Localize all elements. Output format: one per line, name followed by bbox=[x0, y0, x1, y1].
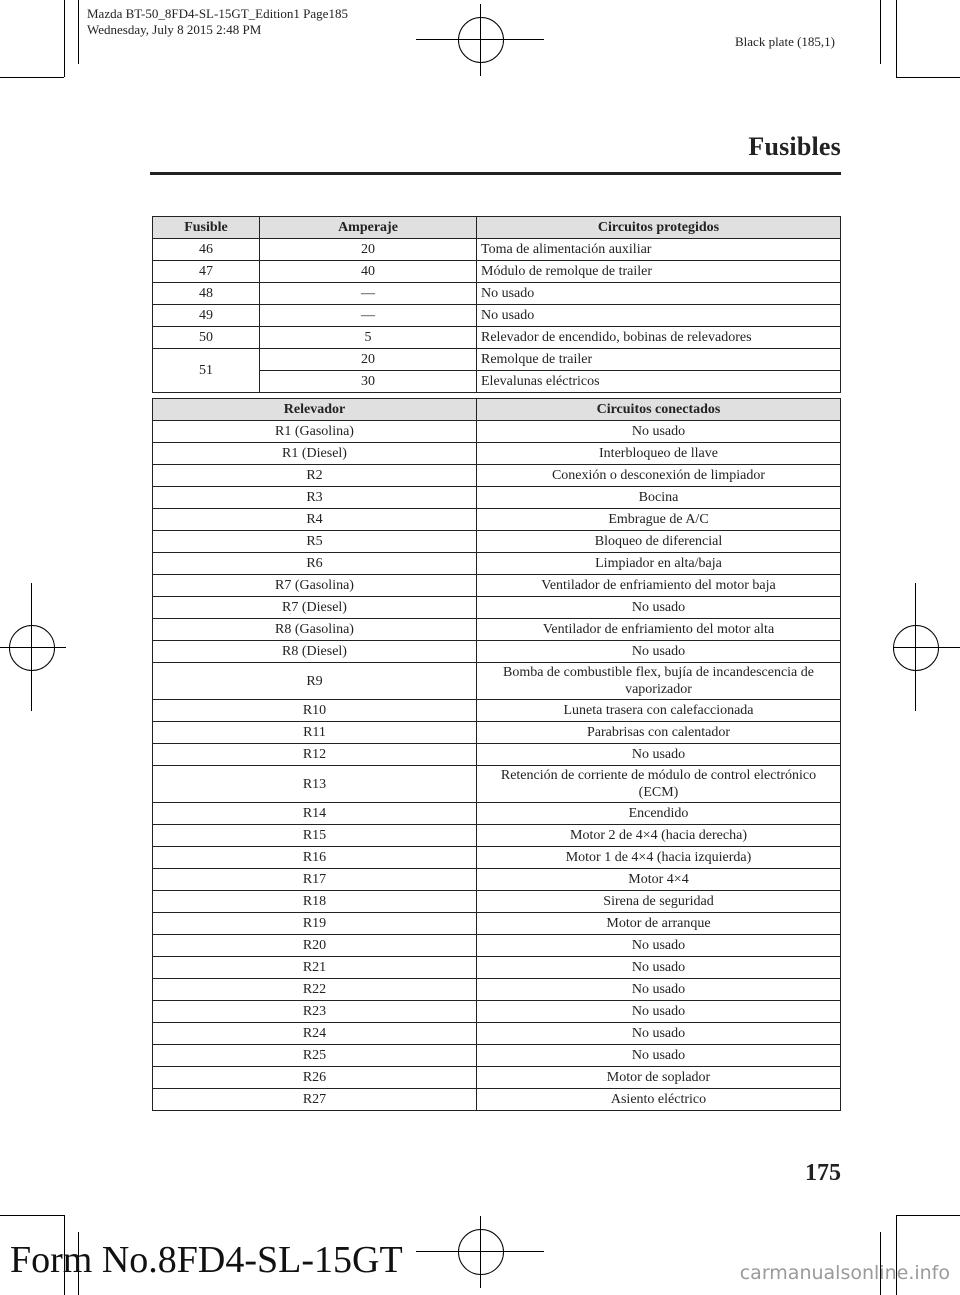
table-row bbox=[153, 239, 841, 261]
relay-table-header bbox=[153, 399, 841, 421]
table-row bbox=[153, 283, 841, 305]
table-row bbox=[153, 575, 841, 597]
table-row bbox=[153, 913, 841, 935]
table-row bbox=[153, 619, 841, 641]
table-row bbox=[153, 700, 841, 722]
fuse-amperage: 20 bbox=[260, 239, 477, 261]
relay-id: R6 bbox=[153, 553, 477, 575]
table-row bbox=[153, 869, 841, 891]
relay-id: R22 bbox=[153, 979, 477, 1001]
header-amperage: Amperaje bbox=[260, 217, 477, 239]
table-row bbox=[153, 957, 841, 979]
fuse-amperage: ― bbox=[260, 305, 477, 327]
fuse-circuit: No usado bbox=[477, 283, 841, 305]
relay-table-body bbox=[153, 421, 841, 1111]
crop-mark-top-right-v bbox=[896, 0, 897, 77]
page-number: 175 bbox=[805, 1160, 841, 1186]
header-protected-circuits: Circuitos protegidos bbox=[477, 217, 841, 239]
relay-id: R15 bbox=[153, 825, 477, 847]
relay-circuit: No usado bbox=[477, 957, 841, 979]
table-row bbox=[153, 305, 841, 327]
bleed-line-right-top bbox=[880, 0, 881, 64]
fuse-amperage: ― bbox=[260, 283, 477, 305]
fuse-circuit: Módulo de remolque de trailer bbox=[477, 261, 841, 283]
table-row bbox=[153, 531, 841, 553]
title-rule bbox=[150, 172, 841, 175]
relay-id: R26 bbox=[153, 1067, 477, 1089]
relay-circuit: No usado bbox=[477, 641, 841, 663]
relay-circuit: Interbloqueo de llave bbox=[477, 443, 841, 465]
table-row bbox=[153, 803, 841, 825]
table-row bbox=[153, 935, 841, 957]
fuse-number: 51 bbox=[153, 349, 260, 393]
fuse-table bbox=[152, 216, 841, 393]
relay-id: R7 (Gasolina) bbox=[153, 575, 477, 597]
fuse-number: 50 bbox=[153, 327, 260, 349]
fuse-table-header bbox=[153, 217, 841, 239]
table-row bbox=[153, 722, 841, 744]
relay-circuit: Bloqueo de diferencial bbox=[477, 531, 841, 553]
relay-circuit: Encendido bbox=[477, 803, 841, 825]
relay-circuit: Limpiador en alta/baja bbox=[477, 553, 841, 575]
relay-circuit: Retención de corriente de módulo de control electrónico (ECM) bbox=[477, 766, 841, 803]
crop-mark-top-left-h bbox=[0, 77, 64, 78]
table-row bbox=[153, 349, 841, 371]
table-row bbox=[153, 421, 841, 443]
print-meta bbox=[87, 6, 348, 38]
relay-circuit: No usado bbox=[477, 979, 841, 1001]
relay-circuit: Ventilador de enfriamiento del motor baja bbox=[477, 575, 841, 597]
crop-mark-top-right-h bbox=[896, 77, 960, 78]
relay-id: R14 bbox=[153, 803, 477, 825]
relay-id: R1 (Gasolina) bbox=[153, 421, 477, 443]
relay-circuit: No usado bbox=[477, 1023, 841, 1045]
relay-circuit: Sirena de seguridad bbox=[477, 891, 841, 913]
table-row bbox=[153, 1045, 841, 1067]
crop-mark-top-left-v bbox=[64, 0, 65, 77]
plate-label: Black plate (185,1) bbox=[735, 34, 835, 49]
relay-id: R2 bbox=[153, 465, 477, 487]
relay-id: R9 bbox=[153, 663, 477, 700]
table-row bbox=[153, 825, 841, 847]
header-relay: Relevador bbox=[153, 399, 477, 421]
print-meta-line1: Mazda BT-50_8FD4-SL-15GT_Edition1 Page185 bbox=[87, 6, 348, 21]
relay-circuit: Motor de soplador bbox=[477, 1067, 841, 1089]
relay-id: R1 (Diesel) bbox=[153, 443, 477, 465]
relay-id: R5 bbox=[153, 531, 477, 553]
table-row bbox=[153, 847, 841, 869]
relay-id: R24 bbox=[153, 1023, 477, 1045]
relay-id: R4 bbox=[153, 509, 477, 531]
table-row bbox=[153, 261, 841, 283]
fuse-circuit: No usado bbox=[477, 305, 841, 327]
relay-id: R19 bbox=[153, 913, 477, 935]
fuse-circuit: Remolque de trailer bbox=[477, 349, 841, 371]
relay-id: R10 bbox=[153, 700, 477, 722]
relay-circuit: Motor 2 de 4×4 (hacia derecha) bbox=[477, 825, 841, 847]
table-row bbox=[153, 487, 841, 509]
table-row bbox=[153, 1001, 841, 1023]
relay-id: R16 bbox=[153, 847, 477, 869]
fuse-number: 48 bbox=[153, 283, 260, 305]
relay-id: R18 bbox=[153, 891, 477, 913]
table-row bbox=[153, 553, 841, 575]
relay-id: R8 (Diesel) bbox=[153, 641, 477, 663]
relay-id: R7 (Diesel) bbox=[153, 597, 477, 619]
table-row bbox=[153, 1067, 841, 1089]
table-row bbox=[153, 641, 841, 663]
relay-id: R13 bbox=[153, 766, 477, 803]
table-row bbox=[153, 465, 841, 487]
relay-id: R25 bbox=[153, 1045, 477, 1067]
relay-circuit: Bomba de combustible flex, bujía de incandescencia de vaporizador bbox=[477, 663, 841, 700]
header-fuse: Fusible bbox=[153, 217, 260, 239]
relay-circuit: No usado bbox=[477, 1045, 841, 1067]
table-row bbox=[153, 509, 841, 531]
table-row bbox=[153, 443, 841, 465]
relay-id: R20 bbox=[153, 935, 477, 957]
fuse-circuit: Toma de alimentación auxiliar bbox=[477, 239, 841, 261]
relay-id: R21 bbox=[153, 957, 477, 979]
fuse-amperage: 30 bbox=[260, 371, 477, 393]
relay-table bbox=[152, 398, 841, 1111]
relay-circuit: Bocina bbox=[477, 487, 841, 509]
relay-id: R12 bbox=[153, 744, 477, 766]
fuse-amperage: 20 bbox=[260, 349, 477, 371]
form-number: Form No.8FD4-SL-15GT bbox=[10, 1239, 403, 1281]
table-row bbox=[153, 597, 841, 619]
relay-circuit: Motor 4×4 bbox=[477, 869, 841, 891]
relay-circuit: Embrague de A/C bbox=[477, 509, 841, 531]
table-row bbox=[153, 1023, 841, 1045]
relay-circuit: Conexión o desconexión de limpiador bbox=[477, 465, 841, 487]
table-row bbox=[153, 1089, 841, 1111]
relay-circuit: No usado bbox=[477, 597, 841, 619]
fuse-number: 47 bbox=[153, 261, 260, 283]
relay-circuit: Luneta trasera con calefaccionada bbox=[477, 700, 841, 722]
relay-id: R8 (Gasolina) bbox=[153, 619, 477, 641]
fuse-circuit: Relevador de encendido, bobinas de relevadores bbox=[477, 327, 841, 349]
header-connected-circuits: Circuitos conectados bbox=[477, 399, 841, 421]
relay-circuit: Motor de arranque bbox=[477, 913, 841, 935]
relay-circuit: Asiento eléctrico bbox=[477, 1089, 841, 1111]
table-row bbox=[153, 891, 841, 913]
fuse-amperage: 40 bbox=[260, 261, 477, 283]
relay-circuit: No usado bbox=[477, 421, 841, 443]
fuse-number: 49 bbox=[153, 305, 260, 327]
table-row bbox=[153, 979, 841, 1001]
relay-circuit: No usado bbox=[477, 1001, 841, 1023]
relay-circuit: Ventilador de enfriamiento del motor alta bbox=[477, 619, 841, 641]
relay-id: R27 bbox=[153, 1089, 477, 1111]
table-row bbox=[153, 663, 841, 700]
table-row bbox=[153, 744, 841, 766]
fuse-number: 46 bbox=[153, 239, 260, 261]
relay-id: R3 bbox=[153, 487, 477, 509]
section-title: Fusibles bbox=[748, 132, 841, 161]
fuse-amperage: 5 bbox=[260, 327, 477, 349]
table-row bbox=[153, 327, 841, 349]
bleed-line-left-top bbox=[78, 0, 79, 64]
print-meta-line2: Wednesday, July 8 2015 2:48 PM bbox=[87, 22, 262, 37]
crop-mark-bottom-left-h bbox=[0, 1215, 64, 1216]
relay-id: R17 bbox=[153, 869, 477, 891]
watermark-text: carmanualsonline.info bbox=[739, 1262, 950, 1284]
crop-mark-bottom-right-h bbox=[896, 1215, 960, 1216]
relay-circuit: No usado bbox=[477, 935, 841, 957]
relay-circuit: Parabrisas con calentador bbox=[477, 722, 841, 744]
fuse-circuit: Elevalunas eléctricos bbox=[477, 371, 841, 393]
relay-id: R23 bbox=[153, 1001, 477, 1023]
table-row bbox=[153, 766, 841, 803]
relay-circuit: No usado bbox=[477, 744, 841, 766]
relay-id: R11 bbox=[153, 722, 477, 744]
relay-circuit: Motor 1 de 4×4 (hacia izquierda) bbox=[477, 847, 841, 869]
